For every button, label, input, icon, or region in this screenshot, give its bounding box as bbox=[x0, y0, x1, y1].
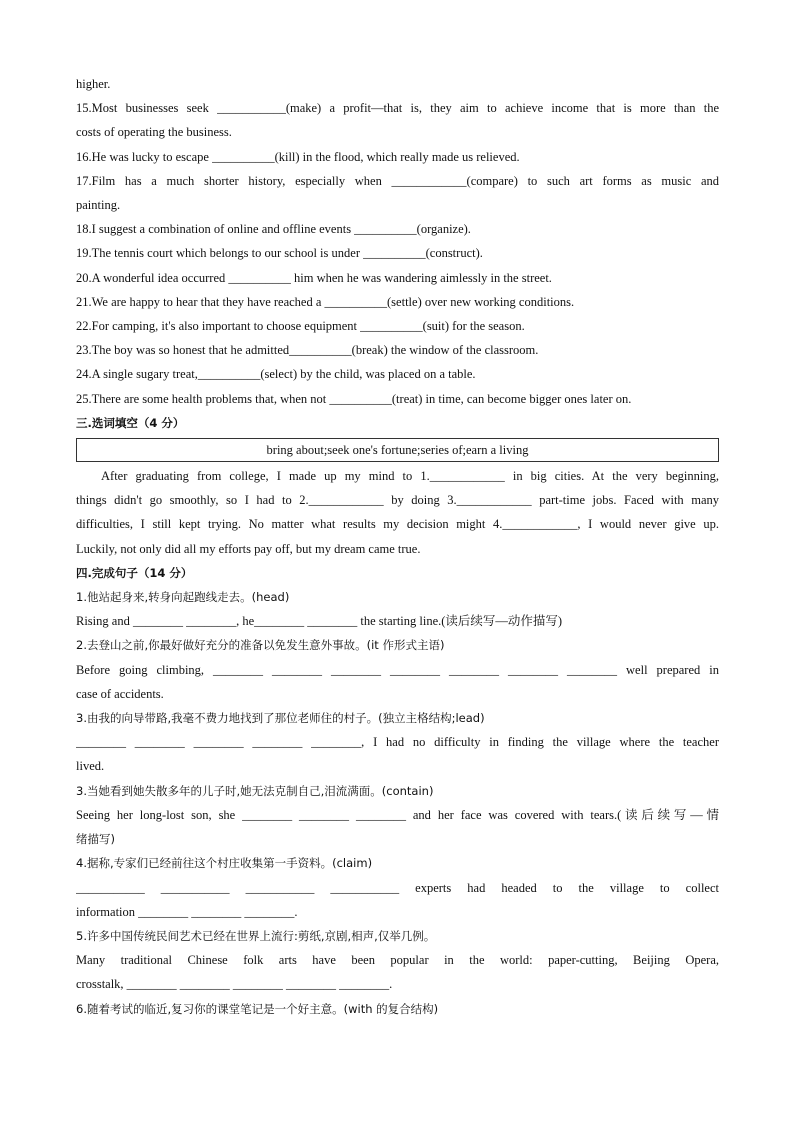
question-18: 18.I suggest a combination of online and offline events __________(organize). bbox=[76, 222, 471, 237]
worksheet-page bbox=[76, 72, 719, 1021]
sentence-5-english: Many traditional Chinese folk arts have been popular in the world: paper-cutting, Beijing Opera, bbox=[76, 953, 719, 968]
sentence-2-chinese: 2.去登山之前,你最好做好充分的准备以免发生意外事故。(it 作形式主语) bbox=[76, 638, 445, 653]
question-21: 21.We are happy to hear that they have reached a __________(settle) over new working conditions. bbox=[76, 294, 575, 309]
passage-line-3: difficulties, I still kept trying. No matter what results my decision might 4.____________, I would never give up. bbox=[76, 517, 719, 532]
sentence-5-chinese: 5.许多中国传统民间艺术已经在世界上流行:剪纸,京剧,相声,仅举几例。 bbox=[76, 928, 436, 943]
section-4-title: 四.完成句子（14 分） bbox=[76, 565, 193, 580]
sentence-1-chinese: 1.他站起身来,转身向起跑线走去。(head) bbox=[76, 590, 290, 605]
passage-line-4: Luckily, not only did all my efforts pay off, but my dream came true. bbox=[76, 541, 421, 556]
sentence-3-english: ________ ________ ________ ________ ________, I had no difficulty in finding the village where the teacher bbox=[76, 735, 719, 750]
question-15: 15.Most businesses seek ___________(make) a profit—that is, they aim to achieve income that is more than the bbox=[76, 101, 719, 116]
passage-line-1: After graduating from college, I made up my mind to 1.____________ in big cities. At the very beginning, bbox=[101, 469, 719, 484]
question-24: 24.A single sugary treat,__________(select) by the child, was placed on a table. bbox=[76, 367, 476, 382]
sentence-5-english-cont: crosstalk, ________ ________ ________ ________ ________. bbox=[76, 977, 393, 992]
question-16: 16.He was lucky to escape __________(kill) in the flood, which really made us relieved. bbox=[76, 149, 520, 164]
sentence-2-english: Before going climbing, ________ ________ ________ ________ ________ ________ ________ well prepared in bbox=[76, 662, 719, 677]
sentence-3-chinese: 3.由我的向导带路,我毫不费力地找到了那位老师住的村子。(独立主格结构;lead) bbox=[76, 711, 485, 726]
sentence-4-english-cont: information ________ ________ ________. bbox=[76, 904, 298, 919]
question-19: 19.The tennis court which belongs to our school is under __________(construct). bbox=[76, 246, 483, 261]
question-20: 20.A wonderful idea occurred __________ him when he was wandering aimlessly in the street. bbox=[76, 270, 552, 285]
sentence-3b-english: Seeing her long-lost son, she ________ ________ ________ and her face was covered with tears.(读后续写—情 bbox=[76, 807, 719, 822]
sentence-3b-english-cont: 绪描写) bbox=[76, 832, 115, 847]
sentence-2-english-cont: case of accidents. bbox=[76, 686, 164, 701]
sentence-3b-chinese: 3.当她看到她失散多年的儿子时,她无法克制自己,泪流满面。(contain) bbox=[76, 783, 434, 798]
text-line: higher. bbox=[76, 77, 111, 91]
sentence-1-english: Rising and ________ ________, he________ ________ the starting line.(读后续写—动作描写) bbox=[76, 614, 563, 629]
section-3-title: 三.选词填空（4 分） bbox=[76, 415, 185, 430]
sentence-4-english: ___________ ___________ ___________ ___________ experts had headed to the village to collect bbox=[76, 880, 719, 895]
question-23: 23.The boy was so honest that he admitted__________(break) the window of the classroom. bbox=[76, 343, 539, 358]
question-15-cont: costs of operating the business. bbox=[76, 125, 232, 140]
question-17-cont: painting. bbox=[76, 198, 121, 213]
sentence-3-english-cont: lived. bbox=[76, 759, 105, 774]
word-box: bring about;seek one's fortune;series of;earn a living bbox=[76, 438, 719, 462]
question-17: 17.Film has a much shorter history, especially when ____________(compare) to such art forms as music and bbox=[76, 173, 719, 188]
sentence-6-chinese: 6.随着考试的临近,复习你的课堂笔记是一个好主意。(with 的复合结构) bbox=[76, 1001, 439, 1016]
question-22: 22.For camping, it's also important to choose equipment __________(suit) for the season. bbox=[76, 319, 525, 334]
sentence-4-chinese: 4.据称,专家们已经前往这个村庄收集第一手资料。(claim) bbox=[76, 856, 373, 871]
passage-line-2: things didn't go smoothly, so I had to 2.____________ by doing 3.____________ part-time jobs. Faced with many bbox=[76, 493, 719, 508]
question-25: 25.There are some health problems that, when not __________(treat) in time, can become bigger ones later on. bbox=[76, 391, 632, 406]
